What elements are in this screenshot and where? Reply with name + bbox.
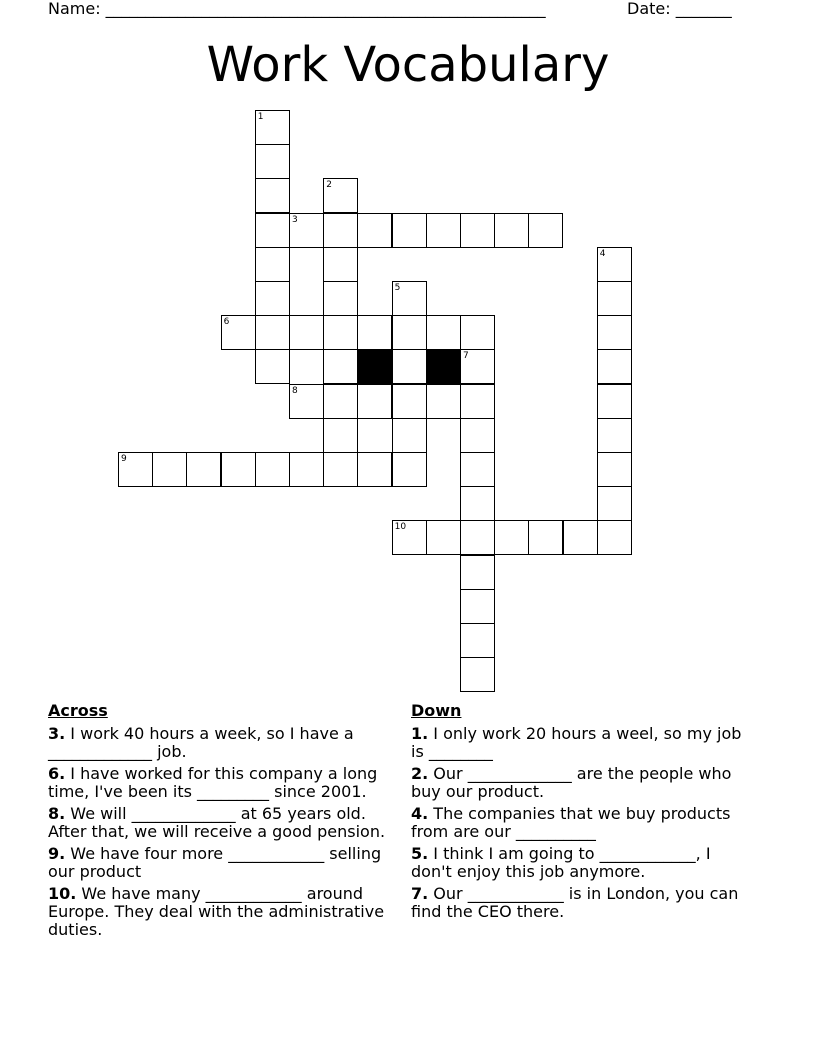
clue-num: 8. xyxy=(48,804,66,823)
clue-number: 8 xyxy=(292,385,298,396)
grid-cell[interactable] xyxy=(460,623,495,658)
across-clue-list xyxy=(48,725,398,939)
across-clues xyxy=(48,702,398,943)
grid-cell[interactable] xyxy=(323,247,358,282)
grid-cell[interactable] xyxy=(460,657,495,692)
across-clue xyxy=(48,845,398,881)
grid-cell[interactable] xyxy=(392,315,427,350)
grid-cell[interactable] xyxy=(357,384,392,419)
grid-cell[interactable] xyxy=(597,486,632,521)
clue-text: Our _____________ are the people who buy our product. xyxy=(411,764,732,801)
clue-num: 7. xyxy=(411,884,429,903)
grid-cell[interactable] xyxy=(426,520,461,555)
grid-cell[interactable] xyxy=(255,247,290,282)
clue-text: I work 40 hours a week, so I have a _____________ job. xyxy=(48,724,354,761)
clue-num: 3. xyxy=(48,724,66,743)
black-cell xyxy=(426,349,461,384)
grid-cell[interactable] xyxy=(323,315,358,350)
grid-cell[interactable] xyxy=(426,384,461,419)
grid-cell[interactable] xyxy=(460,349,495,384)
grid-cell[interactable] xyxy=(323,452,358,487)
grid-cell[interactable] xyxy=(392,349,427,384)
grid-cell[interactable] xyxy=(597,315,632,350)
grid-cell[interactable] xyxy=(597,349,632,384)
grid-cell[interactable] xyxy=(357,452,392,487)
grid-cell[interactable] xyxy=(255,281,290,316)
grid-cell[interactable] xyxy=(323,178,358,213)
date-field-label: Date: _______ xyxy=(627,0,732,18)
grid-cell[interactable] xyxy=(460,555,495,590)
clue-text: I have worked for this company a long time, I've been its _________ since 2001. xyxy=(48,764,378,801)
grid-cell[interactable] xyxy=(221,452,256,487)
across-clue xyxy=(48,765,398,801)
clue-text: Our ____________ is in London, you can find the CEO there. xyxy=(411,884,739,921)
clue-num: 9. xyxy=(48,844,66,863)
grid-cell[interactable] xyxy=(392,281,427,316)
grid-cell[interactable] xyxy=(255,178,290,213)
grid-cell[interactable] xyxy=(460,213,495,248)
across-clue xyxy=(48,725,398,761)
clue-num: 4. xyxy=(411,804,429,823)
grid-cell[interactable] xyxy=(357,213,392,248)
grid-cell[interactable] xyxy=(460,486,495,521)
down-clue xyxy=(411,805,756,841)
grid-cell[interactable] xyxy=(323,213,358,248)
grid-cell[interactable] xyxy=(460,589,495,624)
clue-number: 7 xyxy=(463,351,469,362)
grid-cell[interactable] xyxy=(323,418,358,453)
grid-cell[interactable] xyxy=(392,520,427,555)
across-clue xyxy=(48,885,398,939)
clue-num: 6. xyxy=(48,764,66,783)
grid-cell[interactable] xyxy=(118,452,153,487)
grid-cell[interactable] xyxy=(392,418,427,453)
grid-cell[interactable] xyxy=(460,520,495,555)
clue-text: The companies that we buy products from are our __________ xyxy=(411,804,731,841)
clue-text: I only work 20 hours a weel, so my job is ________ xyxy=(411,724,742,761)
down-clue xyxy=(411,765,756,801)
grid-cell[interactable] xyxy=(494,520,529,555)
clue-number: 2 xyxy=(326,180,332,191)
grid-cell[interactable] xyxy=(460,384,495,419)
clue-num: 1. xyxy=(411,724,429,743)
grid-cell[interactable] xyxy=(392,452,427,487)
down-clue xyxy=(411,845,756,881)
grid-cell[interactable] xyxy=(323,384,358,419)
down-heading: Down xyxy=(411,701,462,720)
clue-text: We will _____________ at 65 years old. After that, we will receive a good pension. xyxy=(48,804,386,841)
grid-cell[interactable] xyxy=(255,213,290,248)
grid-cell[interactable] xyxy=(289,452,324,487)
clue-number: 9 xyxy=(121,454,127,464)
clue-text: We have many ____________ around Europe. They deal with the administrative duties. xyxy=(48,884,385,939)
clue-num: 5. xyxy=(411,844,429,863)
clue-num: 2. xyxy=(411,764,429,783)
grid-cell[interactable] xyxy=(255,452,290,487)
clue-text: We have four more ____________ selling our product xyxy=(48,844,382,881)
grid-cell[interactable] xyxy=(528,520,563,555)
clue-number: 5 xyxy=(394,283,401,293)
down-clues xyxy=(411,702,756,925)
grid-cell[interactable] xyxy=(221,315,256,350)
clue-number: 1 xyxy=(257,112,264,122)
black-cell xyxy=(357,349,392,384)
grid-cell[interactable] xyxy=(426,213,461,248)
grid-cell[interactable] xyxy=(255,110,290,145)
grid-cell[interactable] xyxy=(597,452,632,487)
down-clue-list xyxy=(411,725,756,921)
grid-cell[interactable] xyxy=(460,418,495,453)
page-title: Work Vocabulary xyxy=(206,37,610,93)
grid-cell[interactable] xyxy=(289,315,324,350)
clue-number: 4 xyxy=(599,248,606,259)
clue-number: 3 xyxy=(292,214,298,225)
grid-cell[interactable] xyxy=(597,520,632,555)
grid-cell[interactable] xyxy=(357,315,392,350)
name-field-label: Name: _______________________________________________________ xyxy=(48,0,546,18)
grid-cell[interactable] xyxy=(563,520,598,555)
grid-cell[interactable] xyxy=(186,452,221,487)
grid-cell[interactable] xyxy=(597,281,632,316)
clue-num: 10. xyxy=(48,884,77,903)
grid-cell[interactable] xyxy=(597,418,632,453)
grid-cell[interactable] xyxy=(528,213,563,248)
grid-cell[interactable] xyxy=(597,384,632,419)
grid-cell[interactable] xyxy=(289,213,324,248)
grid-cell[interactable] xyxy=(255,144,290,179)
clue-number: 6 xyxy=(223,317,230,328)
grid-cell[interactable] xyxy=(152,452,187,487)
across-clue xyxy=(48,805,398,841)
across-heading: Across xyxy=(48,701,108,720)
grid-cell[interactable] xyxy=(323,281,358,316)
grid-cell[interactable] xyxy=(460,452,495,487)
down-clue xyxy=(411,885,756,921)
grid-cell[interactable] xyxy=(460,315,495,350)
grid-cell[interactable] xyxy=(255,315,290,350)
grid-cell[interactable] xyxy=(494,213,529,248)
grid-cell[interactable] xyxy=(392,213,427,248)
clue-number: 10 xyxy=(394,522,407,533)
clue-text: I think I am going to ____________, I don't enjoy this job anymore. xyxy=(411,844,711,881)
grid-cell[interactable] xyxy=(392,384,427,419)
grid-cell[interactable] xyxy=(323,349,358,384)
grid-cell[interactable] xyxy=(289,384,324,419)
grid-cell[interactable] xyxy=(597,247,632,282)
grid-cell[interactable] xyxy=(426,315,461,350)
grid-cell[interactable] xyxy=(255,349,290,384)
down-clue xyxy=(411,725,756,761)
